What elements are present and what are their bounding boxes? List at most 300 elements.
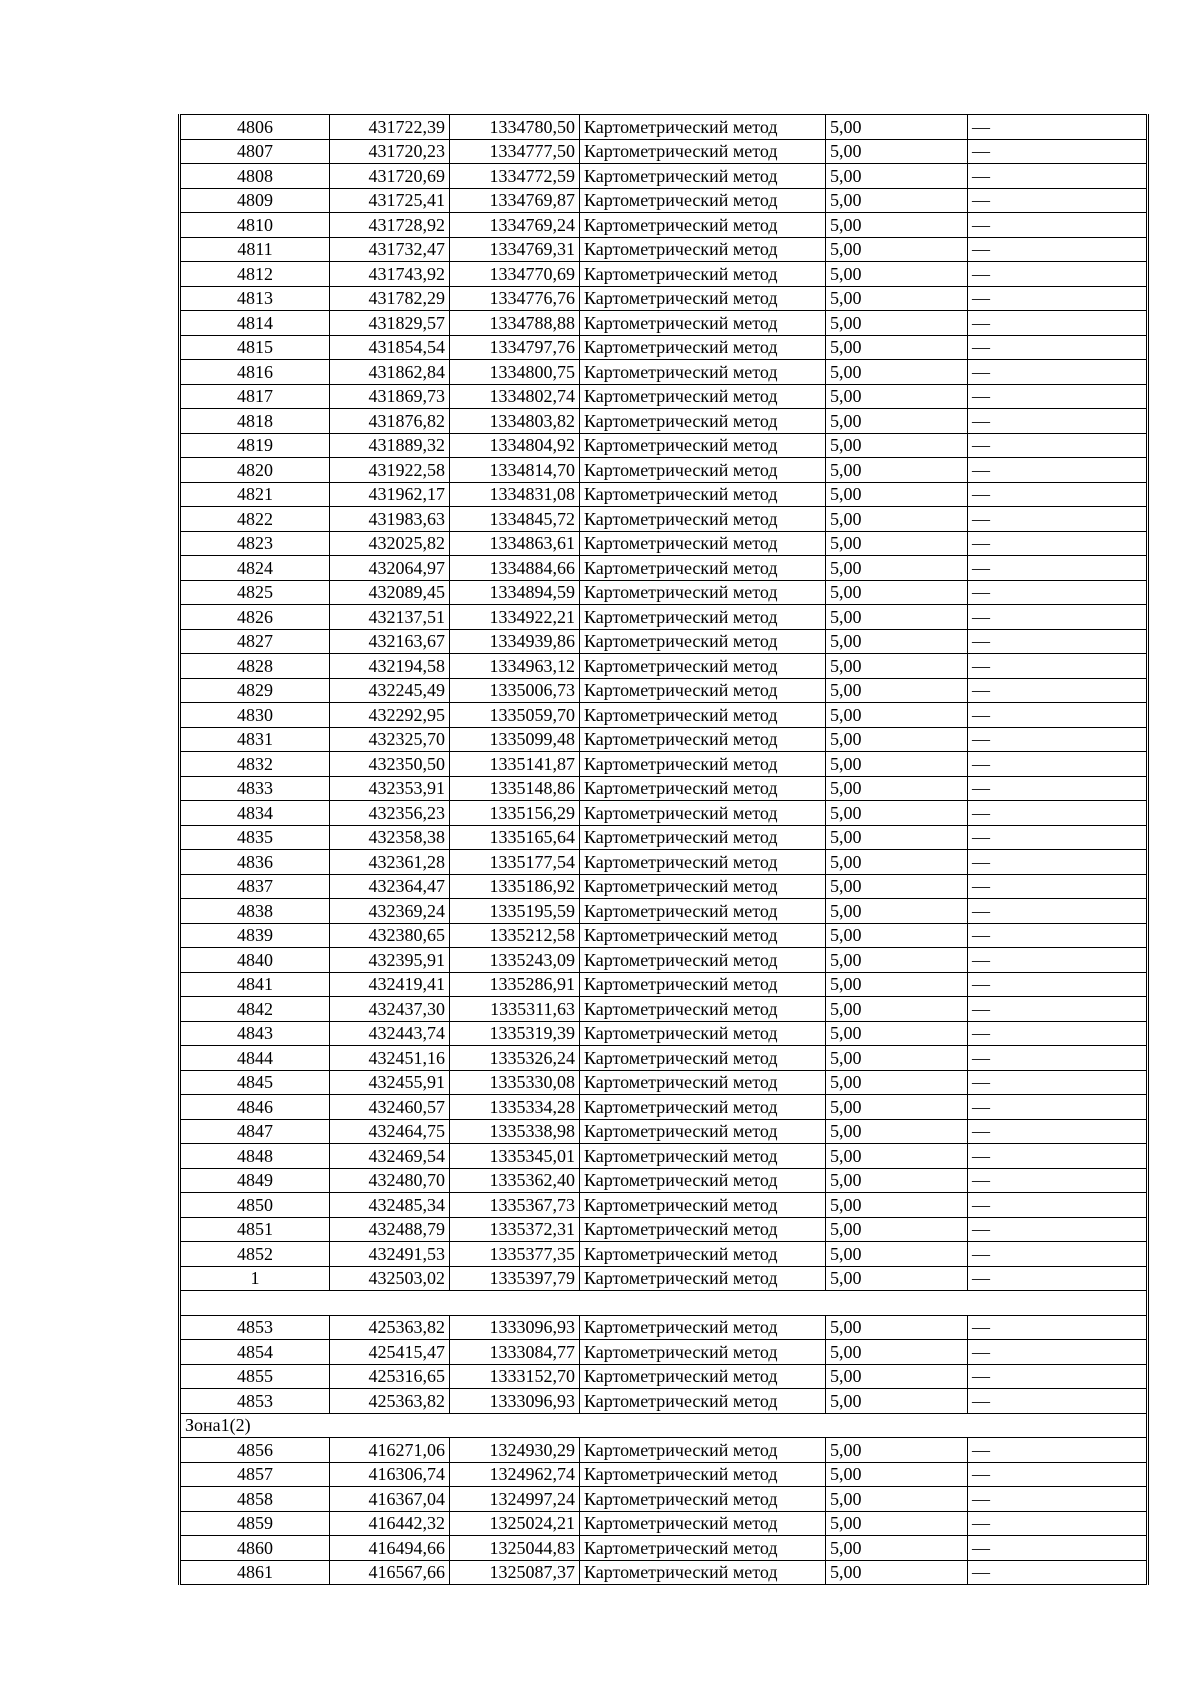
note-cell: — [968, 409, 1148, 434]
point-number-cell: 4823 [180, 531, 330, 556]
table-row [180, 1168, 1148, 1193]
error-cell: 5,00 [826, 948, 968, 973]
note-cell: — [968, 1364, 1148, 1389]
method-cell: Картометрический метод [580, 1511, 826, 1536]
point-number-cell: 4852 [180, 1242, 330, 1267]
x-coordinate-cell: 431862,84 [330, 360, 450, 385]
method-cell: Картометрический метод [580, 237, 826, 262]
table-row [180, 1389, 1148, 1414]
coordinates-table [178, 114, 1149, 1585]
error-cell: 5,00 [826, 1021, 968, 1046]
table-row [180, 801, 1148, 826]
zone-label: Зона1(2) [180, 1413, 1148, 1438]
table-row [180, 139, 1148, 164]
point-number-cell: 4817 [180, 384, 330, 409]
table-row [180, 360, 1148, 385]
error-cell: 5,00 [826, 164, 968, 189]
y-coordinate-cell: 1335099,48 [450, 727, 580, 752]
error-cell: 5,00 [826, 1364, 968, 1389]
error-cell: 5,00 [826, 899, 968, 924]
error-cell: 5,00 [826, 556, 968, 581]
y-coordinate-cell: 1334863,61 [450, 531, 580, 556]
y-coordinate-cell: 1334939,86 [450, 629, 580, 654]
table-row [180, 409, 1148, 434]
point-number-cell: 4825 [180, 580, 330, 605]
point-number-cell: 4829 [180, 678, 330, 703]
y-coordinate-cell: 1333096,93 [450, 1315, 580, 1340]
error-cell: 5,00 [826, 1487, 968, 1512]
note-cell: — [968, 531, 1148, 556]
table-row [180, 311, 1148, 336]
y-coordinate-cell: 1334777,50 [450, 139, 580, 164]
x-coordinate-cell: 431722,39 [330, 115, 450, 140]
table-row [180, 1560, 1148, 1585]
y-coordinate-cell: 1335326,24 [450, 1046, 580, 1071]
error-cell: 5,00 [826, 997, 968, 1022]
x-coordinate-cell: 416271,06 [330, 1438, 450, 1463]
error-cell: 5,00 [826, 727, 968, 752]
point-number-cell: 4812 [180, 262, 330, 287]
x-coordinate-cell: 432353,91 [330, 776, 450, 801]
point-number-cell: 4819 [180, 433, 330, 458]
method-cell: Картометрический метод [580, 948, 826, 973]
point-number-cell: 4857 [180, 1462, 330, 1487]
method-cell: Картометрический метод [580, 1315, 826, 1340]
error-cell: 5,00 [826, 311, 968, 336]
table-row [180, 1046, 1148, 1071]
y-coordinate-cell: 1335286,91 [450, 972, 580, 997]
x-coordinate-cell: 431720,23 [330, 139, 450, 164]
table-row [180, 629, 1148, 654]
table-row [180, 482, 1148, 507]
point-number-cell: 4821 [180, 482, 330, 507]
error-cell: 5,00 [826, 458, 968, 483]
x-coordinate-cell: 432488,79 [330, 1217, 450, 1242]
x-coordinate-cell: 431922,58 [330, 458, 450, 483]
y-coordinate-cell: 1334769,31 [450, 237, 580, 262]
method-cell: Картометрический метод [580, 1560, 826, 1585]
method-cell: Картометрический метод [580, 1046, 826, 1071]
y-coordinate-cell: 1334780,50 [450, 115, 580, 140]
error-cell: 5,00 [826, 776, 968, 801]
table-row [180, 1315, 1148, 1340]
x-coordinate-cell: 416367,04 [330, 1487, 450, 1512]
x-coordinate-cell: 432194,58 [330, 654, 450, 679]
table-row [180, 727, 1148, 752]
method-cell: Картометрический метод [580, 678, 826, 703]
point-number-cell: 4814 [180, 311, 330, 336]
y-coordinate-cell: 1335059,70 [450, 703, 580, 728]
table-row [180, 556, 1148, 581]
x-coordinate-cell: 432451,16 [330, 1046, 450, 1071]
note-cell: — [968, 605, 1148, 630]
x-coordinate-cell: 432395,91 [330, 948, 450, 973]
error-cell: 5,00 [826, 1242, 968, 1267]
method-cell: Картометрический метод [580, 654, 826, 679]
y-coordinate-cell: 1335156,29 [450, 801, 580, 826]
x-coordinate-cell: 431876,82 [330, 409, 450, 434]
table-row [180, 899, 1148, 924]
x-coordinate-cell: 431962,17 [330, 482, 450, 507]
method-cell: Картометрический метод [580, 1389, 826, 1414]
point-number-cell: 4837 [180, 874, 330, 899]
note-cell: — [968, 458, 1148, 483]
x-coordinate-cell: 425415,47 [330, 1340, 450, 1365]
note-cell: — [968, 703, 1148, 728]
error-cell: 5,00 [826, 262, 968, 287]
y-coordinate-cell: 1334776,76 [450, 286, 580, 311]
method-cell: Картометрический метод [580, 507, 826, 532]
x-coordinate-cell: 432460,57 [330, 1095, 450, 1120]
table-row [180, 874, 1148, 899]
table-row [180, 923, 1148, 948]
y-coordinate-cell: 1334769,87 [450, 188, 580, 213]
method-cell: Картометрический метод [580, 825, 826, 850]
y-coordinate-cell: 1334884,66 [450, 556, 580, 581]
error-cell: 5,00 [826, 384, 968, 409]
note-cell: — [968, 433, 1148, 458]
x-coordinate-cell: 416306,74 [330, 1462, 450, 1487]
point-number-cell: 4835 [180, 825, 330, 850]
method-cell: Картометрический метод [580, 188, 826, 213]
y-coordinate-cell: 1325024,21 [450, 1511, 580, 1536]
x-coordinate-cell: 416567,66 [330, 1560, 450, 1585]
method-cell: Картометрический метод [580, 1193, 826, 1218]
note-cell: — [968, 188, 1148, 213]
method-cell: Картометрический метод [580, 605, 826, 630]
error-cell: 5,00 [826, 1144, 968, 1169]
point-number-cell: 4848 [180, 1144, 330, 1169]
x-coordinate-cell: 431725,41 [330, 188, 450, 213]
error-cell: 5,00 [826, 1070, 968, 1095]
note-cell: — [968, 286, 1148, 311]
note-cell: — [968, 1168, 1148, 1193]
note-cell: — [968, 1144, 1148, 1169]
note-cell: — [968, 1560, 1148, 1585]
method-cell: Картометрический метод [580, 923, 826, 948]
note-cell: — [968, 1193, 1148, 1218]
note-cell: — [968, 948, 1148, 973]
note-cell: — [968, 923, 1148, 948]
error-cell: 5,00 [826, 580, 968, 605]
x-coordinate-cell: 432503,02 [330, 1266, 450, 1291]
error-cell: 5,00 [826, 1340, 968, 1365]
method-cell: Картометрический метод [580, 311, 826, 336]
x-coordinate-cell: 432350,50 [330, 752, 450, 777]
x-coordinate-cell: 432025,82 [330, 531, 450, 556]
point-number-cell: 4813 [180, 286, 330, 311]
error-cell: 5,00 [826, 531, 968, 556]
point-number-cell: 4830 [180, 703, 330, 728]
error-cell: 5,00 [826, 678, 968, 703]
method-cell: Картометрический метод [580, 1487, 826, 1512]
method-cell: Картометрический метод [580, 1364, 826, 1389]
x-coordinate-cell: 432443,74 [330, 1021, 450, 1046]
method-cell: Картометрический метод [580, 1021, 826, 1046]
x-coordinate-cell: 431829,57 [330, 311, 450, 336]
y-coordinate-cell: 1334797,76 [450, 335, 580, 360]
y-coordinate-cell: 1335006,73 [450, 678, 580, 703]
error-cell: 5,00 [826, 1536, 968, 1561]
y-coordinate-cell: 1334800,75 [450, 360, 580, 385]
method-cell: Картометрический метод [580, 1144, 826, 1169]
error-cell: 5,00 [826, 801, 968, 826]
error-cell: 5,00 [826, 629, 968, 654]
method-cell: Картометрический метод [580, 874, 826, 899]
table-row [180, 1511, 1148, 1536]
method-cell: Картометрический метод [580, 384, 826, 409]
error-cell: 5,00 [826, 1168, 968, 1193]
y-coordinate-cell: 1335330,08 [450, 1070, 580, 1095]
note-cell: — [968, 1242, 1148, 1267]
note-cell: — [968, 213, 1148, 238]
note-cell: — [968, 801, 1148, 826]
table-row [180, 1070, 1148, 1095]
note-cell: — [968, 997, 1148, 1022]
table-row [180, 458, 1148, 483]
point-number-cell: 4854 [180, 1340, 330, 1365]
error-cell: 5,00 [826, 286, 968, 311]
table-row [180, 703, 1148, 728]
point-number-cell: 4806 [180, 115, 330, 140]
point-number-cell: 4810 [180, 213, 330, 238]
table-row [180, 825, 1148, 850]
error-cell: 5,00 [826, 1046, 968, 1071]
method-cell: Картометрический метод [580, 972, 826, 997]
point-number-cell: 4853 [180, 1389, 330, 1414]
x-coordinate-cell: 432361,28 [330, 850, 450, 875]
x-coordinate-cell: 432292,95 [330, 703, 450, 728]
note-cell: — [968, 1340, 1148, 1365]
table-row [180, 262, 1148, 287]
y-coordinate-cell: 1335372,31 [450, 1217, 580, 1242]
method-cell: Картометрический метод [580, 1168, 826, 1193]
x-coordinate-cell: 416442,32 [330, 1511, 450, 1536]
method-cell: Картометрический метод [580, 997, 826, 1022]
y-coordinate-cell: 1335319,39 [450, 1021, 580, 1046]
x-coordinate-cell: 432137,51 [330, 605, 450, 630]
error-cell: 5,00 [826, 1462, 968, 1487]
error-cell: 5,00 [826, 482, 968, 507]
x-coordinate-cell: 432245,49 [330, 678, 450, 703]
table-row [180, 335, 1148, 360]
y-coordinate-cell: 1324997,24 [450, 1487, 580, 1512]
y-coordinate-cell: 1334803,82 [450, 409, 580, 434]
note-cell: — [968, 654, 1148, 679]
error-cell: 5,00 [826, 923, 968, 948]
x-coordinate-cell: 431889,32 [330, 433, 450, 458]
error-cell: 5,00 [826, 1217, 968, 1242]
point-number-cell: 4846 [180, 1095, 330, 1120]
note-cell: — [968, 972, 1148, 997]
method-cell: Картометрический метод [580, 409, 826, 434]
method-cell: Картометрический метод [580, 1438, 826, 1463]
y-coordinate-cell: 1335243,09 [450, 948, 580, 973]
y-coordinate-cell: 1335165,64 [450, 825, 580, 850]
method-cell: Картометрический метод [580, 360, 826, 385]
note-cell: — [968, 262, 1148, 287]
table-row [180, 164, 1148, 189]
table-row [180, 1462, 1148, 1487]
note-cell: — [968, 1315, 1148, 1340]
point-number-cell: 4822 [180, 507, 330, 532]
error-cell: 5,00 [826, 825, 968, 850]
y-coordinate-cell: 1335148,86 [450, 776, 580, 801]
point-number-cell: 4809 [180, 188, 330, 213]
note-cell: — [968, 115, 1148, 140]
error-cell: 5,00 [826, 1560, 968, 1585]
y-coordinate-cell: 1334963,12 [450, 654, 580, 679]
note-cell: — [968, 899, 1148, 924]
table-row [180, 1095, 1148, 1120]
point-number-cell: 4838 [180, 899, 330, 924]
x-coordinate-cell: 431782,29 [330, 286, 450, 311]
table-row [180, 605, 1148, 630]
y-coordinate-cell: 1333084,77 [450, 1340, 580, 1365]
method-cell: Картометрический метод [580, 629, 826, 654]
y-coordinate-cell: 1335186,92 [450, 874, 580, 899]
method-cell: Картометрический метод [580, 1462, 826, 1487]
table-row [180, 972, 1148, 997]
point-number-cell: 4834 [180, 801, 330, 826]
method-cell: Картометрический метод [580, 458, 826, 483]
y-coordinate-cell: 1334814,70 [450, 458, 580, 483]
method-cell: Картометрический метод [580, 727, 826, 752]
point-number-cell: 4844 [180, 1046, 330, 1071]
y-coordinate-cell: 1325044,83 [450, 1536, 580, 1561]
note-cell: — [968, 850, 1148, 875]
point-number-cell: 4833 [180, 776, 330, 801]
note-cell: — [968, 727, 1148, 752]
method-cell: Картометрический метод [580, 899, 826, 924]
table-row [180, 531, 1148, 556]
table-row [180, 188, 1148, 213]
note-cell: — [968, 139, 1148, 164]
point-number-cell: 4842 [180, 997, 330, 1022]
note-cell: — [968, 1536, 1148, 1561]
note-cell: — [968, 825, 1148, 850]
point-number-cell: 4858 [180, 1487, 330, 1512]
point-number-cell: 4853 [180, 1315, 330, 1340]
error-cell: 5,00 [826, 507, 968, 532]
error-cell: 5,00 [826, 1511, 968, 1536]
table-row [180, 213, 1148, 238]
table-row [180, 580, 1148, 605]
point-number-cell: 4816 [180, 360, 330, 385]
error-cell: 5,00 [826, 433, 968, 458]
table-row [180, 678, 1148, 703]
method-cell: Картометрический метод [580, 139, 826, 164]
y-coordinate-cell: 1335362,40 [450, 1168, 580, 1193]
error-cell: 5,00 [826, 409, 968, 434]
table-row [180, 286, 1148, 311]
note-cell: — [968, 776, 1148, 801]
y-coordinate-cell: 1334802,74 [450, 384, 580, 409]
x-coordinate-cell: 425363,82 [330, 1315, 450, 1340]
y-coordinate-cell: 1335377,35 [450, 1242, 580, 1267]
note-cell: — [968, 482, 1148, 507]
method-cell: Картометрический метод [580, 1095, 826, 1120]
x-coordinate-cell: 432455,91 [330, 1070, 450, 1095]
method-cell: Картометрический метод [580, 801, 826, 826]
error-cell: 5,00 [826, 1315, 968, 1340]
point-number-cell: 4845 [180, 1070, 330, 1095]
y-coordinate-cell: 1335195,59 [450, 899, 580, 924]
x-coordinate-cell: 431720,69 [330, 164, 450, 189]
note-cell: — [968, 1511, 1148, 1536]
error-cell: 5,00 [826, 115, 968, 140]
point-number-cell: 4818 [180, 409, 330, 434]
note-cell: — [968, 1021, 1148, 1046]
point-number-cell: 4850 [180, 1193, 330, 1218]
table-row [180, 850, 1148, 875]
y-coordinate-cell: 1335177,54 [450, 850, 580, 875]
note-cell: — [968, 1266, 1148, 1291]
note-cell: — [968, 752, 1148, 777]
x-coordinate-cell: 432364,47 [330, 874, 450, 899]
y-coordinate-cell: 1335338,98 [450, 1119, 580, 1144]
method-cell: Картометрический метод [580, 850, 826, 875]
x-coordinate-cell: 416494,66 [330, 1536, 450, 1561]
note-cell: — [968, 360, 1148, 385]
method-cell: Картометрический метод [580, 433, 826, 458]
table-row [180, 1438, 1148, 1463]
table-row [180, 433, 1148, 458]
point-number-cell: 4855 [180, 1364, 330, 1389]
error-cell: 5,00 [826, 874, 968, 899]
x-coordinate-cell: 432469,54 [330, 1144, 450, 1169]
error-cell: 5,00 [826, 213, 968, 238]
method-cell: Картометрический метод [580, 286, 826, 311]
x-coordinate-cell: 431728,92 [330, 213, 450, 238]
note-cell: — [968, 1119, 1148, 1144]
table-row [180, 1217, 1148, 1242]
error-cell: 5,00 [826, 1193, 968, 1218]
table-row [180, 1193, 1148, 1218]
point-number-cell: 4851 [180, 1217, 330, 1242]
x-coordinate-cell: 432163,67 [330, 629, 450, 654]
table-row [180, 1021, 1148, 1046]
method-cell: Картометрический метод [580, 1266, 826, 1291]
method-cell: Картометрический метод [580, 262, 826, 287]
y-coordinate-cell: 1334922,21 [450, 605, 580, 630]
table-row [180, 237, 1148, 262]
point-number-cell: 4836 [180, 850, 330, 875]
point-number-cell: 4826 [180, 605, 330, 630]
x-coordinate-cell: 432369,24 [330, 899, 450, 924]
method-cell: Картометрический метод [580, 1119, 826, 1144]
x-coordinate-cell: 432464,75 [330, 1119, 450, 1144]
table-row [180, 384, 1148, 409]
x-coordinate-cell: 432064,97 [330, 556, 450, 581]
y-coordinate-cell: 1335311,63 [450, 997, 580, 1022]
method-cell: Картометрический метод [580, 531, 826, 556]
table-row [180, 1487, 1148, 1512]
point-number-cell: 4811 [180, 237, 330, 262]
error-cell: 5,00 [826, 1438, 968, 1463]
method-cell: Картометрический метод [580, 335, 826, 360]
y-coordinate-cell: 1324930,29 [450, 1438, 580, 1463]
method-cell: Картометрический метод [580, 1217, 826, 1242]
method-cell: Картометрический метод [580, 752, 826, 777]
point-number-cell: 4831 [180, 727, 330, 752]
point-number-cell: 4815 [180, 335, 330, 360]
point-number-cell: 1 [180, 1266, 330, 1291]
table-row [180, 654, 1148, 679]
error-cell: 5,00 [826, 850, 968, 875]
note-cell: — [968, 678, 1148, 703]
error-cell: 5,00 [826, 139, 968, 164]
